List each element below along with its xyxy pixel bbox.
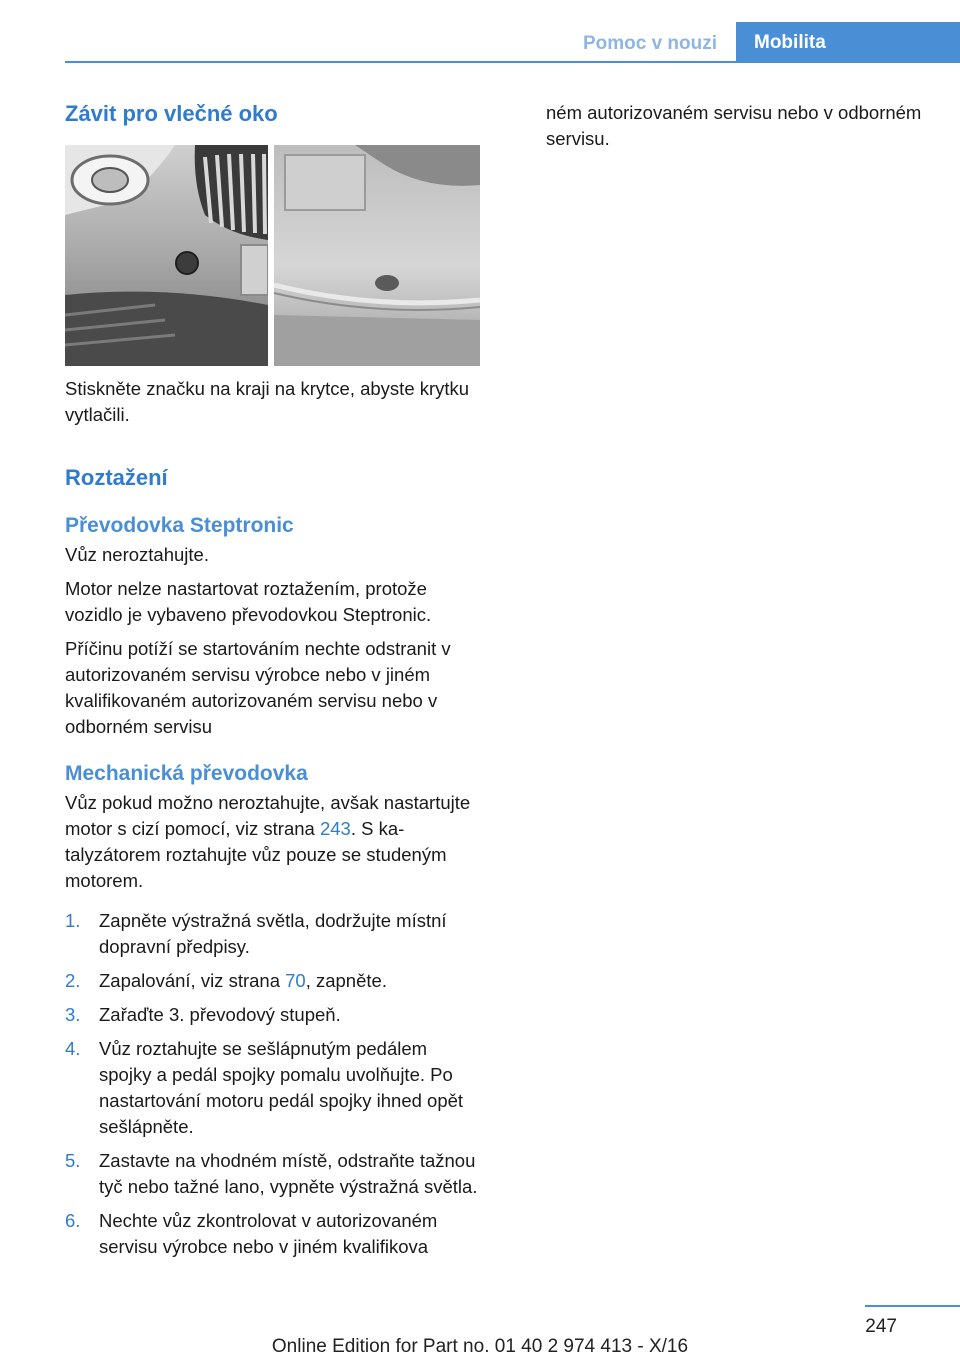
header-rule: [65, 61, 960, 63]
tow-start-steps: [65, 908, 481, 1260]
step-text: Nechte vůz zkontrolovat v autorizovaném servisu výrobce nebo v jiném kvalifikova: [99, 1210, 438, 1257]
step-number: 3.: [65, 1004, 81, 1025]
step-number: 6.: [65, 1210, 81, 1231]
caption-tow-eye: Stiskněte značku na kraji na krytce, abyste krytku vytlačili.: [65, 378, 470, 425]
step-item: [65, 1002, 481, 1028]
step-item: [65, 908, 481, 960]
steptronic-paragraph-1: Vůz neroztahujte.: [65, 544, 209, 565]
car-bumper-illustration: [65, 145, 480, 366]
step-6-continuation: ném autorizovaném servisu nebo v odborném servisu.: [546, 102, 922, 149]
step-text: Zařaďte 3. převodový stupeň.: [99, 1004, 341, 1025]
step-text: Zapalování, viz strana: [99, 970, 286, 991]
page-link-70[interactable]: 70: [285, 970, 306, 991]
step-text-after: , zapněte.: [305, 970, 387, 991]
step-number: 2.: [65, 970, 81, 991]
manual-intro-text-1: Vůz pokud možno neroztahujte, avšak nastartujte motor s cizí pomocí, viz strana: [65, 792, 471, 839]
step-item: [65, 1208, 481, 1260]
left-column: [65, 100, 481, 1260]
footer-rule: [865, 1305, 960, 1307]
steptronic-paragraph-2: Motor nelze nastartovat roztažením, protože vozidlo je vybaveno převodovkou Steptronic.: [65, 578, 432, 625]
step-text: Zapněte výstražná světla, dodržujte místní dopravní předpisy.: [99, 910, 447, 957]
step-text: Zastavte na vhodném místě, odstraňte tažnou tyč nebo tažné lano, vypněte výstražná světla.: [99, 1150, 478, 1197]
step-text: Vůz roztahujte se sešlápnutým pedálem spojky a pedál spojky pomalu uvolňujte. Po nastartování motoru pedál spojky ihned opět sešlápněte.: [99, 1038, 464, 1137]
manual-intro-paragraph: [65, 790, 481, 894]
tow-eye-photo: [65, 145, 480, 366]
chapter-tab-mobility: Mobilita: [736, 22, 960, 63]
edition-footer: Online Edition for Part no. 01 40 2 974 413 - X/16: [271, 1336, 689, 1357]
heading-manual-gearbox: Mechanická převodovka: [65, 762, 308, 785]
heading-steptronic: Převodovka Steptronic: [65, 514, 294, 537]
step-number: 5.: [65, 1150, 81, 1171]
right-column: [546, 100, 926, 152]
step-item: [65, 1036, 481, 1140]
page-link-243[interactable]: 243: [319, 818, 351, 839]
heading-tow-eye: Závit pro vlečné oko: [65, 101, 278, 126]
section-tab-emergency: Pomoc v nouzi: [582, 33, 718, 54]
steptronic-paragraph-3: Příčinu potíží se startováním nechte odstranit v autorizovaném servisu výrobce nebo v jiném kvalifikovaném autorizovaném servisu nebo v odborném servisu: [65, 638, 451, 737]
heading-tow-start: Roztažení: [65, 465, 168, 490]
step-item: [65, 968, 481, 994]
step-item: [65, 1148, 481, 1200]
step-number: 4.: [65, 1038, 81, 1059]
page-number: 247: [865, 1316, 897, 1337]
manual-intro-text-2: . S katalyzátorem roztahujte vůz pouze se studeným motorem.: [65, 818, 447, 891]
step-number: 1.: [65, 910, 81, 931]
